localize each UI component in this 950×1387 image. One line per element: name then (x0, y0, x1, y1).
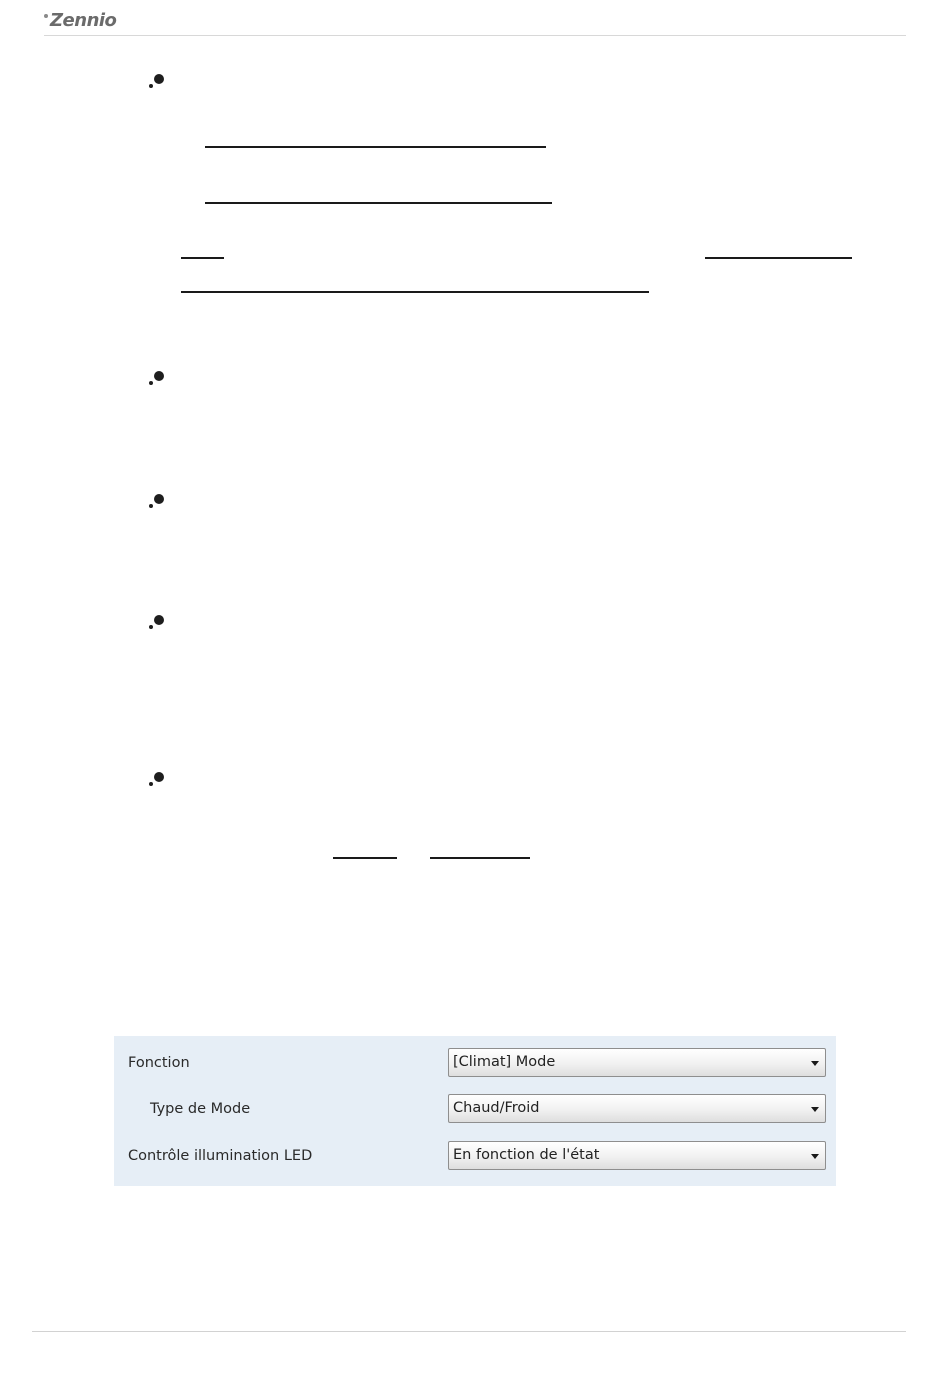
underline-rule (430, 857, 530, 859)
parameter-row-led-control (114, 1139, 836, 1173)
logo-dot-icon (44, 14, 48, 18)
bullet-icon (148, 371, 164, 387)
bullet-icon (148, 615, 164, 631)
select-value: [Climat] Mode (453, 1054, 556, 1070)
underline-rule (205, 146, 546, 148)
bullet-icon (148, 494, 164, 510)
logo-text: Zennio (50, 10, 117, 31)
underline-rule (181, 291, 649, 293)
parameter-row-mode-type (114, 1092, 836, 1126)
function-select[interactable] (448, 1048, 826, 1077)
chevron-down-icon (811, 1061, 819, 1066)
mode-type-select[interactable] (448, 1094, 826, 1123)
bullet-icon (148, 74, 164, 90)
underline-rule (181, 257, 224, 259)
select-value: Chaud/Froid (453, 1100, 540, 1116)
chevron-down-icon (811, 1154, 819, 1159)
parameter-label: Contrôle illumination LED (128, 1148, 313, 1164)
select-value: En fonction de l'état (453, 1147, 600, 1163)
bullet-icon (148, 772, 164, 788)
underline-rule (205, 202, 552, 204)
underline-rule (705, 257, 852, 259)
header-divider (44, 35, 906, 36)
led-control-select[interactable] (448, 1141, 826, 1170)
parameters-panel (114, 1036, 836, 1186)
zennio-logo (44, 10, 116, 31)
footer-divider (32, 1331, 906, 1332)
parameter-row-function (114, 1046, 836, 1080)
chevron-down-icon (811, 1107, 819, 1112)
parameter-label: Type de Mode (150, 1101, 251, 1117)
parameter-label: Fonction (128, 1055, 190, 1071)
underline-rule (333, 857, 397, 859)
